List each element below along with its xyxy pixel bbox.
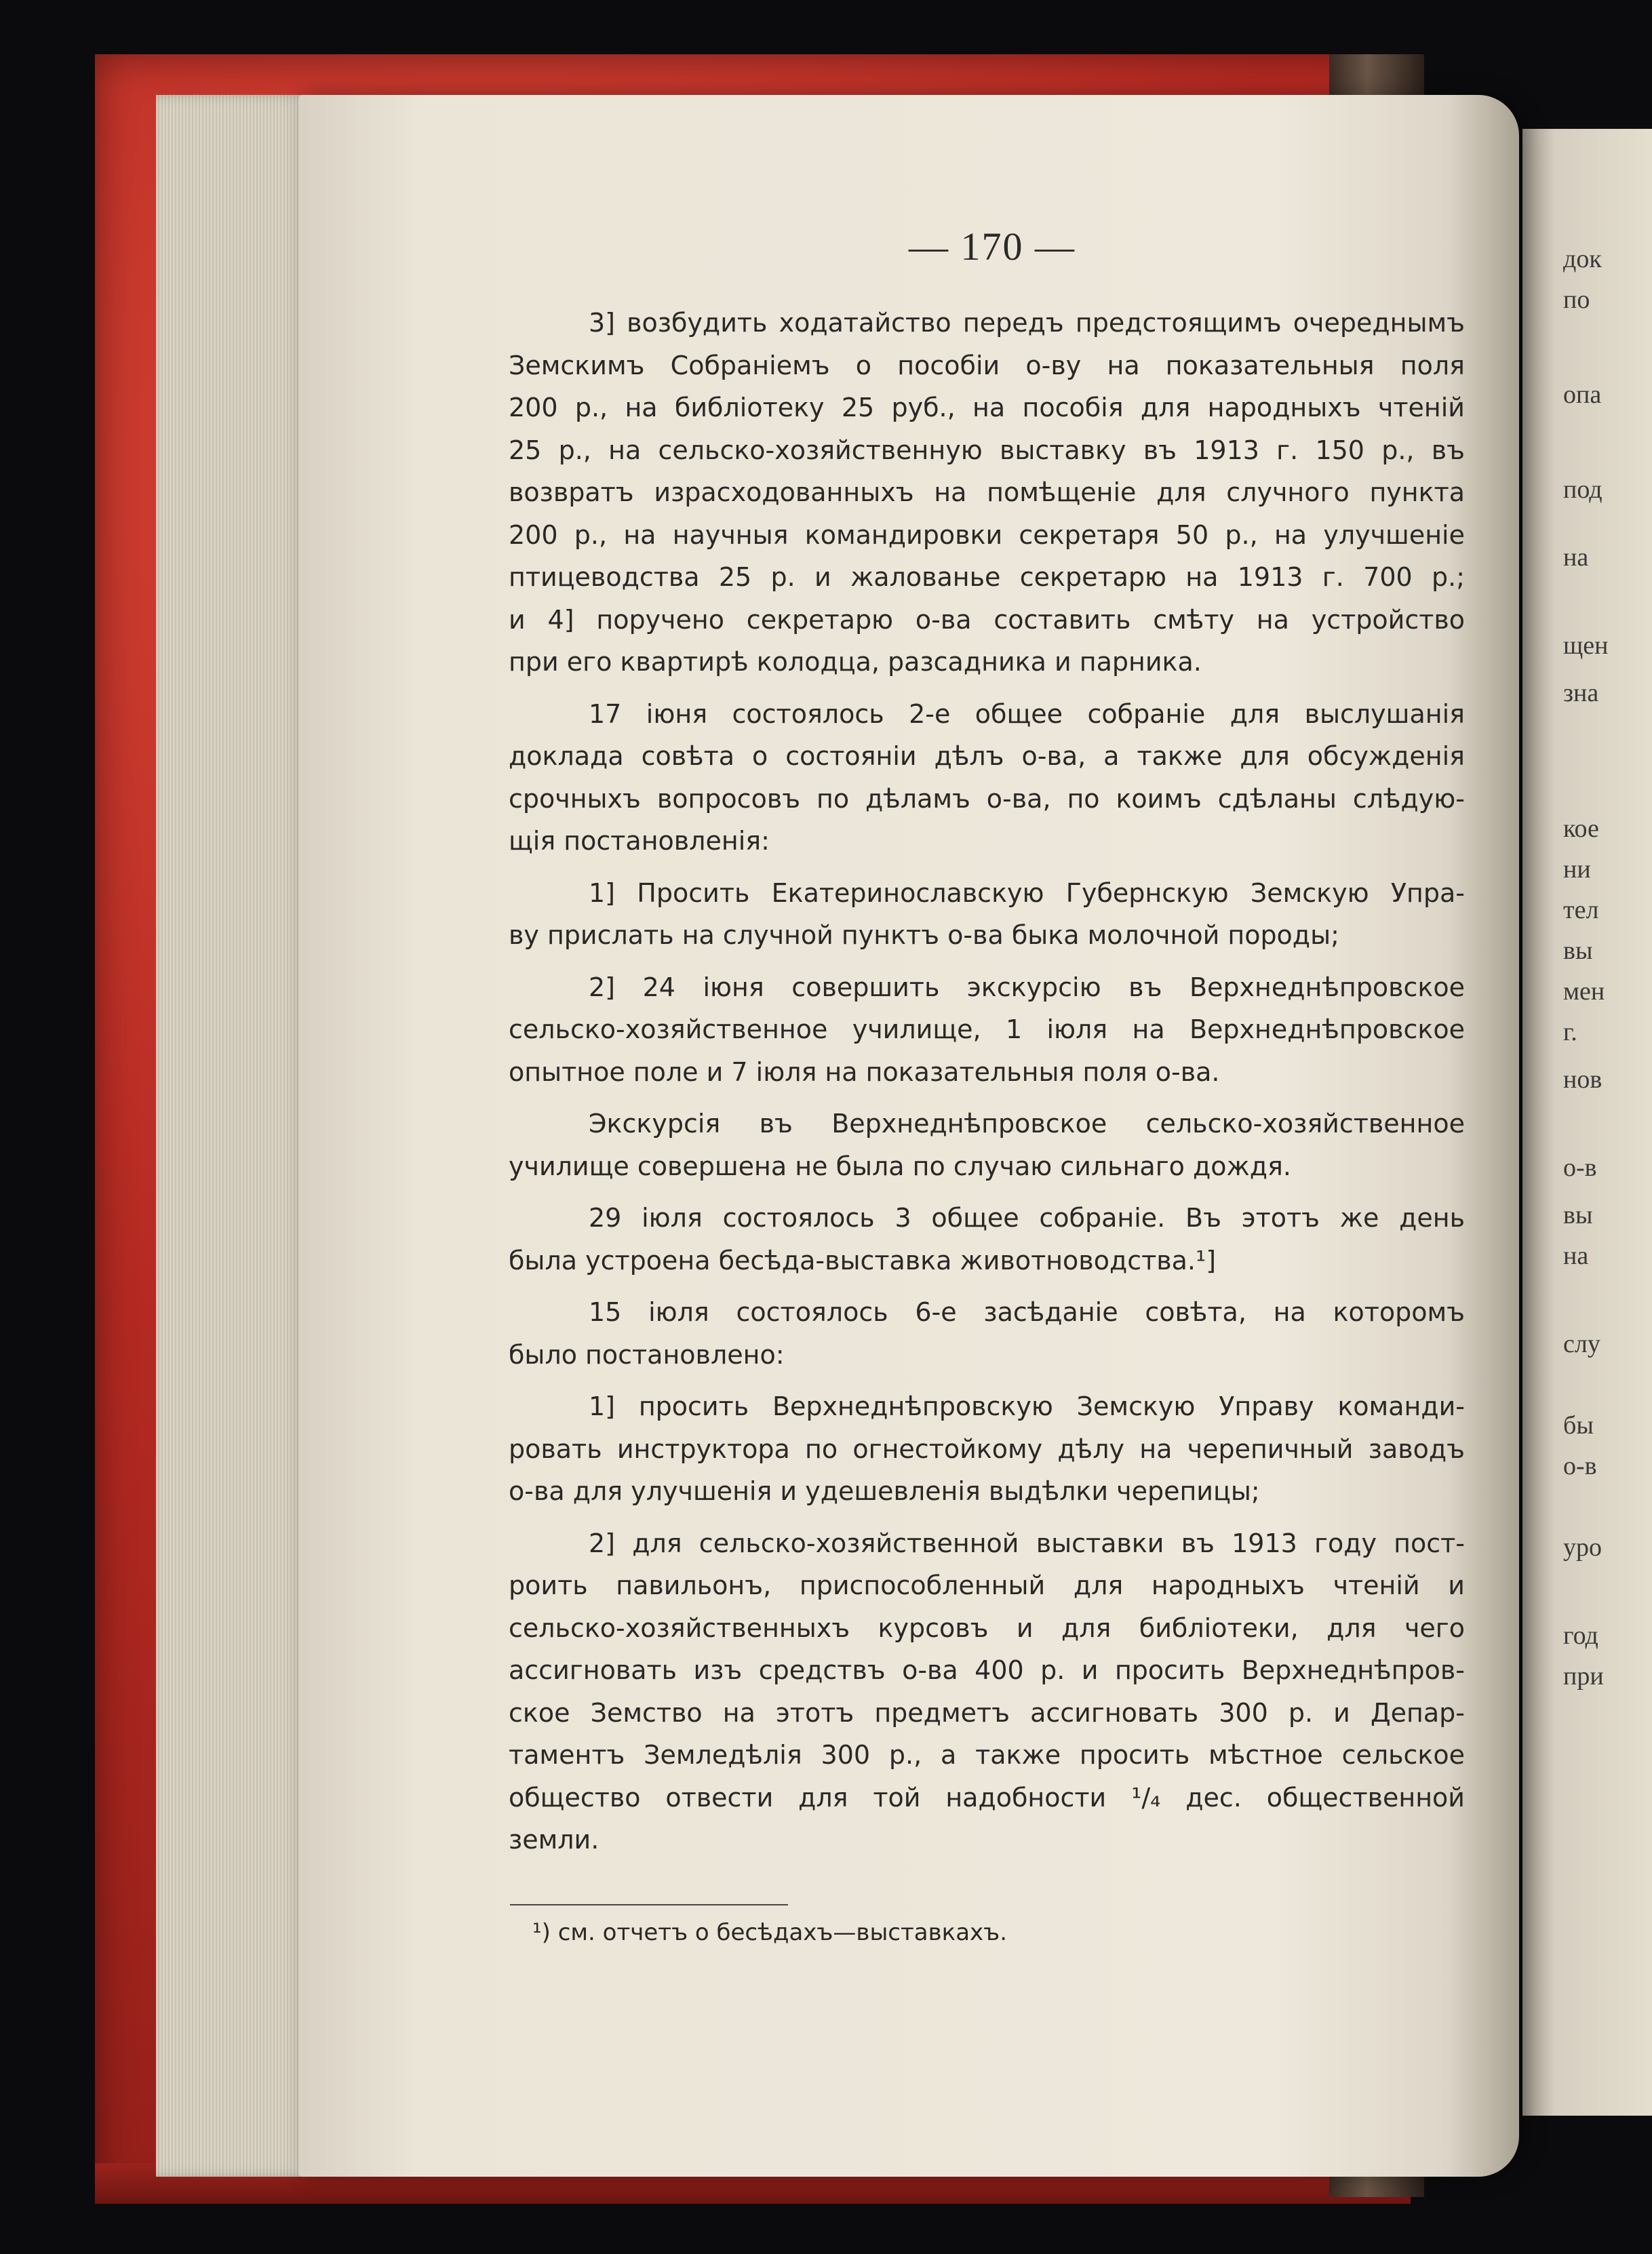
facing-page-text-fragment: слу <box>1563 1330 1600 1358</box>
text-line: училище совершена не была по случаю сильнаго дождя. <box>509 1151 1291 1181</box>
facing-page-text-fragment: на <box>1563 1242 1589 1270</box>
facing-page-text-fragment: под <box>1563 475 1602 504</box>
facing-page-text-fragment: при <box>1563 1662 1604 1691</box>
text-line: общество отвести для той надобности ¹/₄ дес. общественной <box>509 1782 1465 1813</box>
text-line: было постановлено: <box>509 1339 785 1370</box>
facing-page-text-fragment: о-в <box>1563 1153 1597 1182</box>
text-line: ассигновать изъ средствъ о-ва 400 р. и просить Верхнеднѣпров- <box>509 1655 1465 1685</box>
text-line: 29 іюля состоялось 3 общее собраніе. Въ этотъ же день <box>589 1203 1465 1233</box>
paragraph <box>509 1103 1465 1187</box>
text-line: ское Земство на этотъ предметъ ассигновать 300 р. и Депар- <box>509 1697 1465 1728</box>
facing-page-text-fragment: тел <box>1563 896 1599 924</box>
text-line: доклада совѣта о состояніи дѣлъ о-ва, а также для обсужденія <box>509 741 1465 771</box>
paragraph <box>509 966 1465 1094</box>
text-line: была устроена бесѣда-выставка животноводства.¹] <box>509 1245 1217 1276</box>
facing-page-text-fragment: зна <box>1563 679 1599 707</box>
text-line: срочныхъ вопросовъ по дѣламъ о-ва, по коимъ сдѣланы слѣдую- <box>509 783 1465 814</box>
paragraph <box>509 1197 1465 1282</box>
facing-page-text-fragment: бы <box>1563 1411 1594 1440</box>
text-line: 17 іюня состоялось 2-е общее собраніе для выслушанія <box>589 698 1465 729</box>
text-line: роить павильонъ, приспособленный для народныхъ чтеній и <box>509 1570 1465 1600</box>
paragraph <box>509 302 1465 684</box>
paragraph <box>509 872 1465 957</box>
footnote-rule <box>510 1904 788 1905</box>
text-line: 15 іюля состоялось 6-е засѣданіе совѣта, на которомъ <box>589 1297 1465 1327</box>
text-line: 2] для сельско-хозяйственной выставки въ 1913 году пост- <box>589 1528 1465 1558</box>
paragraph <box>509 693 1465 863</box>
facing-page-text-fragment: нов <box>1563 1065 1602 1094</box>
text-line: ровать инструктора по огнестойкому дѣлу на черепичный заводъ <box>509 1434 1465 1464</box>
facing-page-text-fragment: ни <box>1563 855 1591 884</box>
text-line: возвратъ израсходованныхъ на помѣщеніе для случного пункта <box>509 477 1465 507</box>
text-line: ву прислать на случной пунктъ о-ва быка молочной породы; <box>509 920 1339 950</box>
text-line: 25 р., на сельско-хозяйственную выставку въ 1913 г. 150 р., въ <box>509 435 1465 465</box>
text-line: опытное поле и 7 іюля на показательныя поля о-ва. <box>509 1056 1220 1087</box>
text-line: 2] 24 іюня совершить экскурсію въ Верхнеднѣпровское <box>589 972 1465 1002</box>
facing-page-text-fragment: док <box>1563 245 1602 273</box>
text-line: сельско-хозяйственныхъ курсовъ и для библіотеки, для чего <box>509 1613 1465 1643</box>
facing-page-text-fragment: вы <box>1563 936 1593 965</box>
text-line: земли. <box>509 1825 599 1855</box>
page-body <box>509 302 1465 1871</box>
text-line: Экскурсія въ Верхнеднѣпровское сельско-хозяйственное <box>589 1109 1465 1139</box>
text-line: 200 р., на научныя командировки секретаря 50 р., на улучшеніе <box>509 519 1465 550</box>
text-line: щія постановленія: <box>509 826 770 856</box>
facing-page-text-fragment: мен <box>1563 977 1605 1006</box>
text-line: сельско-хозяйственное училище, 1 іюля на Верхнеднѣпровское <box>509 1014 1465 1044</box>
facing-page-text-fragment: вы <box>1563 1201 1593 1229</box>
text-line: 3] возбудить ходатайство передъ предстоящимъ очереднымъ <box>589 308 1465 338</box>
text-line: Земскимъ Собраніемъ о пособіи о-ву на показательныя поля <box>509 350 1465 380</box>
paragraph <box>509 1522 1465 1861</box>
facing-page-text-fragment: уро <box>1563 1533 1602 1562</box>
footnote: ¹) см. отчетъ о бесѣдахъ—выставкахъ. <box>532 1919 1008 1946</box>
text-line: при его квартирѣ колодца, разсадника и парника. <box>509 647 1202 677</box>
text-line: 1] просить Верхнеднѣпровскую Земскую Управу команди- <box>589 1391 1465 1421</box>
facing-page <box>1522 129 1652 2116</box>
text-line: птицеводства 25 р. и жалованье секретарю на 1913 г. 700 р.; <box>509 562 1465 592</box>
text-line: 1] Просить Екатеринославскую Губернскую Земскую Упра- <box>589 877 1465 908</box>
facing-page-text-fragment: на <box>1563 543 1589 572</box>
facing-page-text-fragment: год <box>1563 1621 1598 1650</box>
facing-page-text-fragment: по <box>1563 285 1590 314</box>
paragraph <box>509 1291 1465 1376</box>
text-line: таментъ Земледѣлія 300 р., а также просить мѣстное сельское <box>509 1740 1465 1770</box>
facing-page-text-fragment: кое <box>1563 814 1599 843</box>
facing-page-text-fragment: опа <box>1563 380 1602 409</box>
facing-page-text-fragment: щен <box>1563 631 1609 660</box>
text-line: о-ва для улучшенія и удешевленія выдѣлки черепицы; <box>509 1476 1260 1506</box>
facing-page-text-fragment: о-в <box>1563 1452 1597 1480</box>
page-number: — 170 — <box>909 224 1076 269</box>
facing-page-text-fragment: г. <box>1563 1018 1577 1046</box>
paragraph <box>509 1385 1465 1513</box>
text-line: и 4] поручено секретарю о-ва составить смѣту на устройство <box>509 604 1465 635</box>
text-line: 200 р., на библіотеку 25 руб., на пособія для народныхъ чтеній <box>509 393 1465 422</box>
